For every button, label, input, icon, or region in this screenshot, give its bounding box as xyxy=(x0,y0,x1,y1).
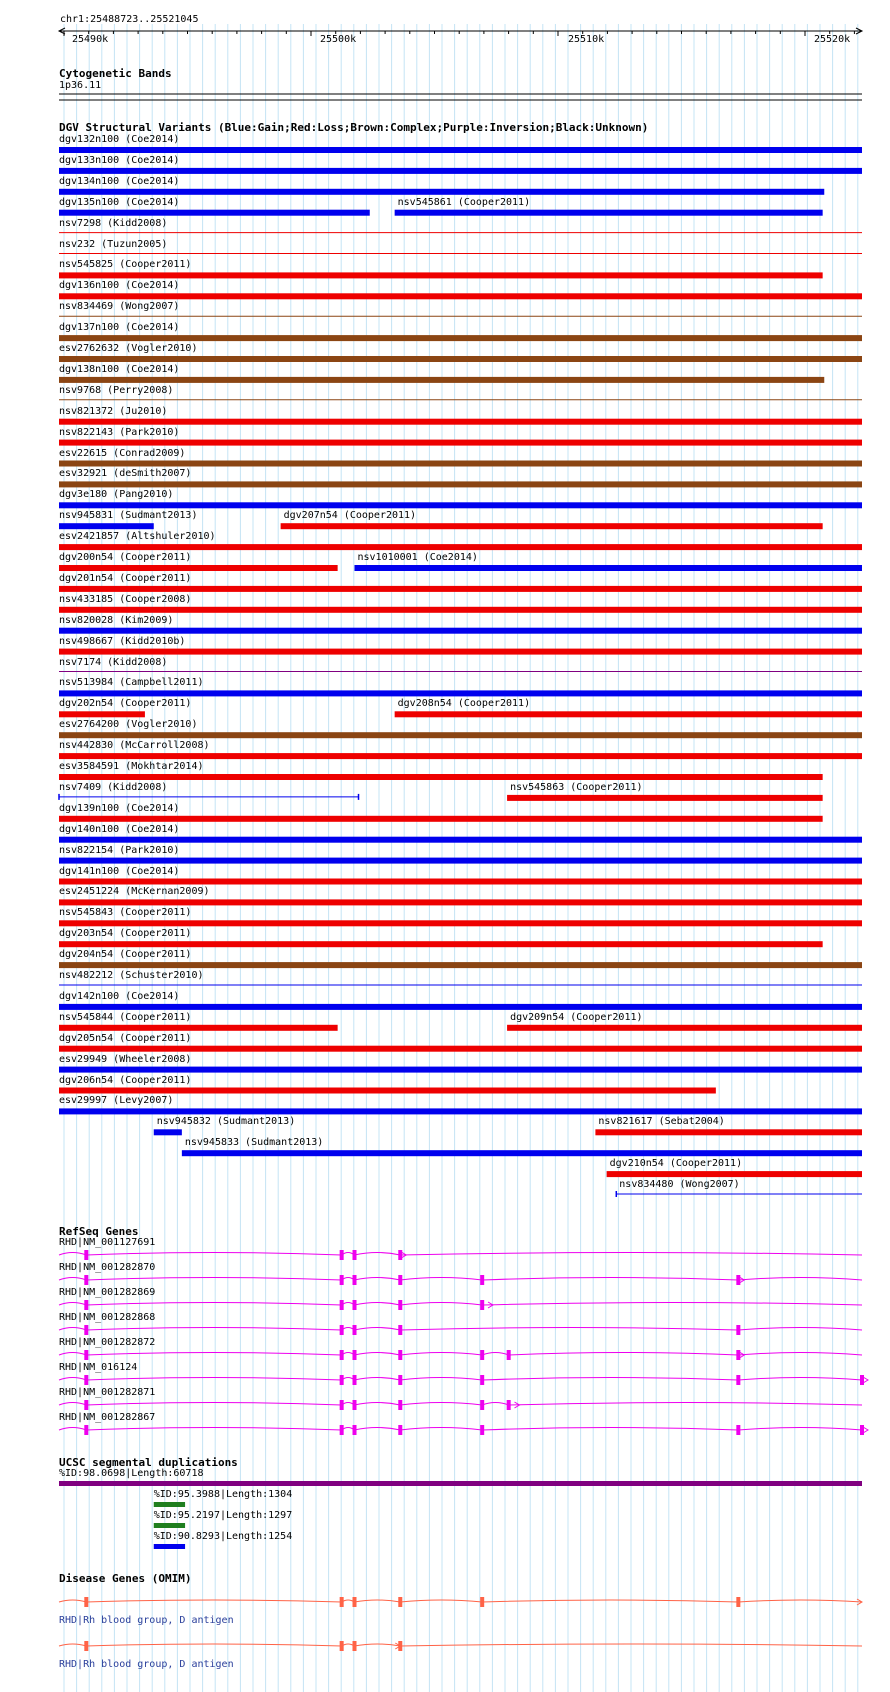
refseq-exon xyxy=(353,1275,357,1285)
sv-feature-label: dgv141n100 (Coe2014) xyxy=(59,865,180,877)
omim-exon xyxy=(736,1597,740,1607)
refseq-intron-line xyxy=(59,1428,862,1431)
sv-feature-label: dgv137n100 (Coe2014) xyxy=(59,322,180,334)
sv-feature-label: dgv210n54 (Cooper2011) xyxy=(609,1158,743,1170)
sv-feature-label: dgv142n100 (Coe2014) xyxy=(59,990,180,1002)
sv-feature-label: dgv132n100 (Coe2014) xyxy=(59,134,180,145)
refseq-exon xyxy=(398,1375,402,1385)
sv-feature-label: nsv945833 (Sudmant2013) xyxy=(184,1137,324,1149)
sv-feature-label: dgv138n100 (Coe2014) xyxy=(59,363,180,375)
refseq-track-title: RefSeq Genes xyxy=(59,1225,139,1238)
refseq-exon xyxy=(480,1425,484,1435)
segdup-feature-bar xyxy=(154,1544,185,1549)
sv-feature-bar xyxy=(507,1025,862,1031)
refseq-exon xyxy=(84,1400,88,1410)
omim-exon xyxy=(353,1641,357,1651)
refseq-exon xyxy=(353,1400,357,1410)
sv-feature-bar xyxy=(59,816,823,822)
sv-feature-bar xyxy=(59,168,862,174)
sv-feature-bar xyxy=(59,941,823,947)
sv-feature-label: nsv7298 (Kidd2008) xyxy=(59,217,168,229)
omim-intron-line xyxy=(59,1600,862,1602)
segdup-feature-bar xyxy=(154,1502,185,1507)
omim-gene-label: RHD|Rh blood group, D antigen xyxy=(59,1615,234,1626)
segdup-feature-bar xyxy=(154,1523,185,1528)
sv-feature-bar xyxy=(59,147,862,153)
sv-feature-label: esv2762632 (Vogler2010) xyxy=(59,343,198,354)
sv-feature-label: nsv822143 (Park2010) xyxy=(59,426,180,438)
sv-feature-label: nsv442830 (McCarroll2008) xyxy=(59,740,210,752)
sv-feature-label: dgv207n54 (Cooper2011) xyxy=(283,510,417,522)
refseq-gene-label: RHD|NM_001282867 xyxy=(59,1412,156,1423)
refseq-exon xyxy=(84,1300,88,1310)
sv-feature-bar xyxy=(59,461,862,467)
refseq-exon xyxy=(353,1350,357,1360)
refseq-exon xyxy=(736,1375,740,1385)
sv-feature-label: dgv200n54 (Cooper2011) xyxy=(59,552,192,563)
refseq-exon xyxy=(736,1275,740,1285)
sv-feature-label: nsv513984 (Campbell2011) xyxy=(59,677,204,689)
sv-feature-label: nsv820028 (Kim2009) xyxy=(59,614,174,626)
sv-feature-label: dgv205n54 (Cooper2011) xyxy=(59,1032,192,1044)
refseq-exon xyxy=(340,1300,344,1310)
refseq-exon xyxy=(398,1250,402,1260)
refseq-exon xyxy=(398,1325,402,1335)
sv-feature-label: nsv945832 (Sudmant2013) xyxy=(156,1116,296,1128)
refseq-intron-line xyxy=(59,1303,862,1306)
refseq-exon xyxy=(480,1275,484,1285)
refseq-exon xyxy=(340,1375,344,1385)
sv-feature-label: esv29997 (Levy2007) xyxy=(59,1095,174,1107)
refseq-exon xyxy=(860,1425,864,1435)
sv-feature-label: nsv821372 (Ju2010) xyxy=(59,405,168,417)
segdup-track-title: UCSC segmental duplications xyxy=(59,1456,238,1469)
omim-track-title: Disease Genes (OMIM) xyxy=(59,1572,192,1585)
refseq-exon xyxy=(353,1325,357,1335)
sv-feature-bar xyxy=(59,1088,716,1094)
refseq-intron-line xyxy=(59,1378,862,1381)
refseq-gene-label: RHD|NM_001282870 xyxy=(59,1262,156,1273)
sv-feature-bar xyxy=(59,189,824,195)
cytoband-label: 1p36.11 xyxy=(59,80,102,91)
sv-feature-bar xyxy=(507,795,823,801)
refseq-exon xyxy=(340,1275,344,1285)
refseq-exon xyxy=(480,1350,484,1360)
sv-feature-bar xyxy=(59,544,862,550)
sv-feature-bar xyxy=(59,335,862,341)
sv-feature-label: esv32921 (deSmith2007) xyxy=(59,468,192,480)
sv-feature-label: dgv202n54 (Cooper2011) xyxy=(59,698,192,710)
sv-feature-bar xyxy=(59,1025,338,1031)
refseq-intron-line xyxy=(59,1403,862,1406)
sv-feature-label: esv2451224 (McKernan2009) xyxy=(59,886,210,898)
sv-feature-bar xyxy=(59,565,338,571)
sv-feature-bar xyxy=(59,440,862,446)
sv-feature-label: nsv482212 (Schuster2010) xyxy=(59,970,204,981)
sv-feature-bar xyxy=(59,858,862,864)
sv-feature-label: nsv545844 (Cooper2011) xyxy=(59,1011,192,1023)
sv-feature-bar xyxy=(281,523,823,529)
refseq-exon xyxy=(84,1275,88,1285)
sv-feature-label: esv3584591 (Mokhtar2014) xyxy=(59,761,204,772)
omim-exon xyxy=(480,1597,484,1607)
sv-feature-label: nsv545825 (Cooper2011) xyxy=(59,259,192,271)
sv-feature-bar xyxy=(59,774,823,780)
refseq-exon xyxy=(340,1400,344,1410)
refseq-gene-label: RHD|NM_001282869 xyxy=(59,1287,156,1298)
refseq-exon xyxy=(84,1250,88,1260)
refseq-intron-line xyxy=(59,1253,862,1256)
sv-feature-bar xyxy=(59,879,862,885)
sv-feature-label: esv2421857 (Altshuler2010) xyxy=(59,531,216,543)
segdup-feature-label: %ID:95.2197|Length:1297 xyxy=(153,1510,293,1521)
sv-feature-label: nsv433185 (Cooper2008) xyxy=(59,593,192,605)
refseq-exon xyxy=(480,1400,484,1410)
sv-feature-bar xyxy=(59,1046,862,1052)
sv-feature-bar xyxy=(59,1004,862,1010)
ruler-tick-label: 25500k xyxy=(320,34,357,45)
sv-feature-bar xyxy=(59,837,862,843)
omim-exon xyxy=(84,1597,88,1607)
omim-exon xyxy=(398,1597,402,1607)
refseq-gene-label: RHD|NM_001282872 xyxy=(59,1337,156,1348)
sv-feature-bar xyxy=(59,481,862,487)
segdup-feature-bar xyxy=(59,1481,862,1486)
sv-feature-label: nsv834480 (Wong2007) xyxy=(619,1179,740,1190)
sv-feature-bar xyxy=(59,690,862,696)
sv-feature-bar xyxy=(59,753,862,759)
sv-feature-bar xyxy=(59,607,862,613)
sv-feature-label: nsv822154 (Park2010) xyxy=(59,844,180,856)
sv-feature-bar xyxy=(355,565,862,571)
sv-feature-bar xyxy=(59,628,862,634)
omim-exon xyxy=(353,1597,357,1607)
sv-feature-label: esv29949 (Wheeler2008) xyxy=(59,1053,192,1065)
sv-feature-bar xyxy=(395,210,823,216)
sv-feature-bar xyxy=(59,1108,862,1114)
ruler-tick-label: 25520k xyxy=(814,34,851,45)
omim-exon xyxy=(84,1641,88,1651)
refseq-exon xyxy=(398,1300,402,1310)
refseq-exon xyxy=(84,1425,88,1435)
sv-feature-label: nsv498667 (Kidd2010b) xyxy=(59,635,186,647)
sv-feature-label: nsv1010001 (Coe2014) xyxy=(357,552,478,563)
sv-feature-label: nsv7174 (Kidd2008) xyxy=(59,656,168,668)
sv-feature-label: nsv945831 (Sudmant2013) xyxy=(59,510,198,522)
refseq-exon xyxy=(340,1250,344,1260)
sv-feature-label: dgv209n54 (Cooper2011) xyxy=(510,1011,643,1023)
refseq-exon xyxy=(507,1350,511,1360)
refseq-exon xyxy=(398,1425,402,1435)
sv-feature-label: esv22615 (Conrad2009) xyxy=(59,447,186,459)
refseq-exon xyxy=(480,1300,484,1310)
sv-feature-label: nsv834469 (Wong2007) xyxy=(59,301,180,313)
refseq-exon xyxy=(340,1350,344,1360)
sv-feature-bar xyxy=(59,711,145,717)
ruler-tick-label: 25490k xyxy=(72,34,109,45)
sv-feature-label: dgv204n54 (Cooper2011) xyxy=(59,949,192,961)
sv-feature-bar xyxy=(607,1171,862,1177)
sv-feature-bar xyxy=(59,377,824,383)
refseq-exon xyxy=(480,1375,484,1385)
sv-feature-bar xyxy=(59,732,862,738)
sv-feature-bar xyxy=(59,502,862,508)
ruler-tick-label: 25510k xyxy=(568,34,605,45)
refseq-exon xyxy=(736,1350,740,1360)
sv-feature-label: nsv545861 (Cooper2011) xyxy=(397,196,531,208)
refseq-exon xyxy=(84,1350,88,1360)
sv-feature-label: dgv203n54 (Cooper2011) xyxy=(59,928,192,940)
refseq-exon xyxy=(860,1375,864,1385)
sv-feature-label: dgv140n100 (Coe2014) xyxy=(59,823,180,835)
refseq-exon xyxy=(353,1375,357,1385)
sv-feature-label: nsv821617 (Sebat2004) xyxy=(598,1116,725,1128)
sv-feature-bar xyxy=(59,920,862,926)
segdup-feature-label: %ID:90.8293|Length:1254 xyxy=(153,1531,293,1542)
refseq-exon xyxy=(353,1425,357,1435)
sv-feature-bar xyxy=(59,210,370,216)
sv-feature-label: nsv9768 (Perry2008) xyxy=(59,384,174,396)
refseq-exon xyxy=(353,1300,357,1310)
location-label: chr1:25488723..25521045 xyxy=(60,14,199,25)
refseq-exon xyxy=(736,1425,740,1435)
sv-feature-bar xyxy=(59,649,862,655)
sv-feature-bar xyxy=(59,293,862,299)
sv-feature-bar xyxy=(59,419,862,425)
omim-exon xyxy=(340,1641,344,1651)
sv-feature-bar xyxy=(59,523,154,529)
refseq-exon xyxy=(84,1325,88,1335)
segdup-feature-label: %ID:95.3988|Length:1304 xyxy=(153,1489,293,1500)
refseq-exon xyxy=(340,1325,344,1335)
sv-feature-label: dgv134n100 (Coe2014) xyxy=(59,175,180,187)
sv-feature-label: dgv3e180 (Pang2010) xyxy=(59,489,174,501)
sv-feature-bar xyxy=(59,962,862,968)
refseq-exon xyxy=(84,1375,88,1385)
sv-feature-label: dgv133n100 (Coe2014) xyxy=(59,154,180,166)
refseq-exon xyxy=(398,1400,402,1410)
sv-feature-bar xyxy=(395,711,862,717)
refseq-gene-label: RHD|NM_001282868 xyxy=(59,1312,156,1323)
sv-feature-label: dgv208n54 (Cooper2011) xyxy=(397,698,531,710)
sv-feature-label: dgv136n100 (Coe2014) xyxy=(59,280,180,292)
sv-feature-bar xyxy=(59,899,862,905)
refseq-intron-line xyxy=(59,1328,862,1331)
sv-feature-label: nsv7409 (Kidd2008) xyxy=(59,781,168,793)
sv-feature-label: dgv201n54 (Cooper2011) xyxy=(59,572,192,584)
refseq-exon xyxy=(507,1400,511,1410)
sv-feature-label: dgv135n100 (Coe2014) xyxy=(59,196,180,208)
sv-feature-bar xyxy=(59,1067,862,1073)
sv-feature-label: esv2764200 (Vogler2010) xyxy=(59,719,198,731)
omim-exon xyxy=(340,1597,344,1607)
sv-feature-label: nsv545863 (Cooper2011) xyxy=(510,781,643,793)
refseq-exon xyxy=(398,1275,402,1285)
sv-feature-bar xyxy=(59,356,862,362)
refseq-gene-label: RHD|NM_016124 xyxy=(59,1362,138,1373)
sv-feature-bar xyxy=(595,1129,862,1135)
refseq-exon xyxy=(736,1325,740,1335)
segdup-feature-label: %ID:98.0698|Length:60718 xyxy=(59,1468,204,1479)
sv-feature-label: dgv206n54 (Cooper2011) xyxy=(59,1074,192,1086)
sv-feature-bar xyxy=(182,1150,862,1156)
omim-intron-line xyxy=(59,1644,862,1646)
sv-feature-bar xyxy=(154,1129,182,1135)
refseq-gene-label: RHD|NM_001282871 xyxy=(59,1387,156,1398)
sv-feature-bar xyxy=(59,272,823,278)
refseq-exon xyxy=(398,1350,402,1360)
dgv-track-title: DGV Structural Variants (Blue:Gain;Red:Loss;Brown:Complex;Purple:Inversion;Black:Unknown) xyxy=(59,121,649,134)
refseq-exon xyxy=(340,1425,344,1435)
refseq-exon xyxy=(353,1250,357,1260)
sv-feature-label: dgv139n100 (Coe2014) xyxy=(59,802,180,814)
sv-feature-label: nsv545843 (Cooper2011) xyxy=(59,907,192,919)
sv-feature-bar xyxy=(59,586,862,592)
refseq-gene-label: RHD|NM_001127691 xyxy=(59,1237,156,1248)
cytoband-track-title: Cytogenetic Bands xyxy=(59,67,172,80)
omim-gene-label: RHD|Rh blood group, D antigen xyxy=(59,1659,234,1670)
sv-feature-label: nsv232 (Tuzun2005) xyxy=(59,238,168,250)
